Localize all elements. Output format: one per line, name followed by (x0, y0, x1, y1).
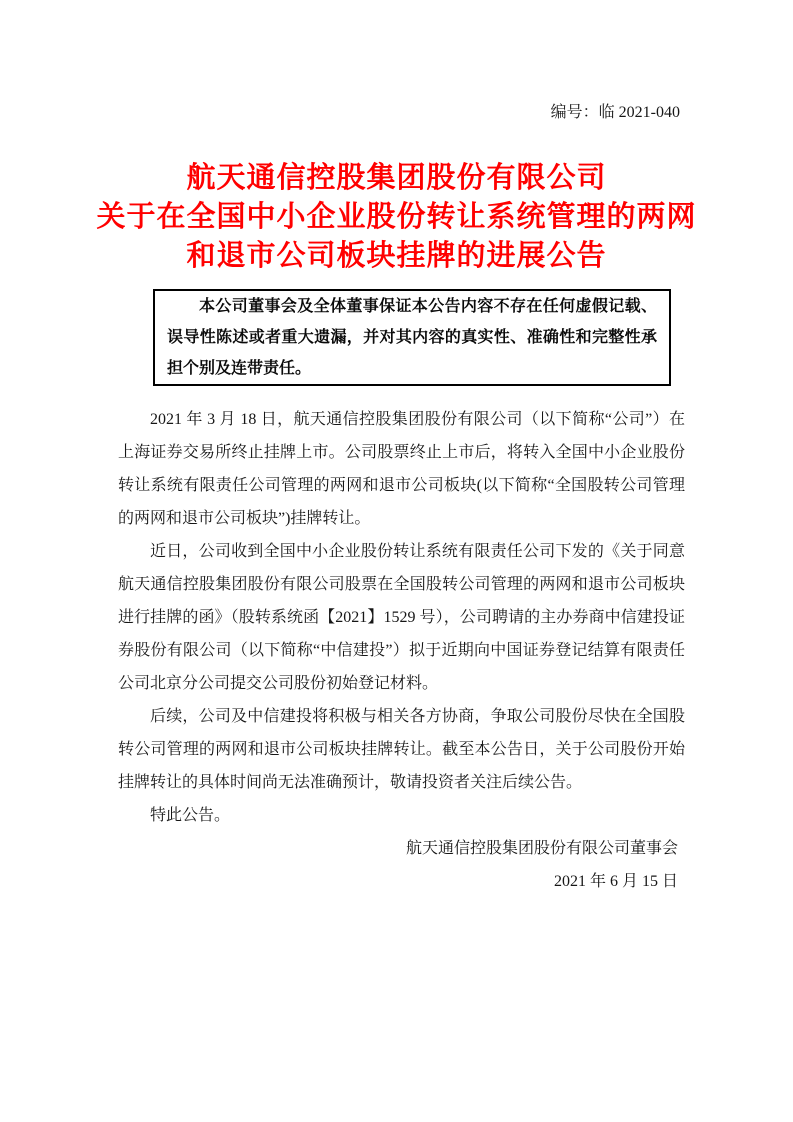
page-title-line-2: 关于在全国中小企业股份转让系统管理的两网 (96, 201, 697, 233)
disclaimer-box (153, 289, 671, 386)
signature-block (0, 832, 793, 898)
body-paragraph-2: 近日，公司收到全国中小企业股份转让系统有限责任公司下发的《关于同意航天通信控股集团股份有限公司股票在全国股转公司管理的两网和退市公司板块进行挂牌的函》（股转系统函【2021】1529 号），公司聘请的主办券商中信建投证券股份有限公司（以下简称“中信建投”）拟于近期向中国证券登记结算有限责任公司北京分公司提交公司股份初始登记材料。 (118, 543, 685, 692)
closing-note: 特此公告。 (150, 807, 231, 824)
announcement-body (0, 403, 793, 832)
signature-company: 航天通信控股集团股份有限公司董事会 (405, 840, 678, 857)
body-paragraph-3: 后续，公司及中信建投将积极与相关各方协商，争取公司股份尽快在全国股转公司管理的两网和退市公司板块挂牌转让。截至本公告日，关于公司股份开始挂牌转让的具体时间尚无法准确预计，敬请投资者关注后续公告。 (118, 708, 685, 791)
signature-date: 2021 年 6 月 15 日 (553, 873, 678, 890)
page-title (0, 159, 793, 276)
page-title-line-3: 和退市公司板块挂牌的进展公告 (186, 240, 607, 272)
document-number: 编号：临 2021-040 (550, 104, 680, 121)
page-title-line-1: 航天通信控股集团股份有限公司 (186, 162, 607, 194)
disclaimer-text: 本公司董事会及全体董事保证本公告内容不存在任何虚假记载、误导性陈述或者重大遗漏，并对其内容的真实性、准确性和完整性承担个别及连带责任。 (167, 298, 657, 377)
body-paragraph-1: 2021 年 3 月 18 日，航天通信控股集团股份有限公司（以下简称“公司”）在上海证券交易所终止挂牌上市。公司股票终止上市后，将转入全国中小企业股份转让系统有限责任公司管理的两网和退市公司板块(以下简称“全国股转公司管理的两网和退市公司板块”)挂牌转让。 (118, 411, 685, 527)
